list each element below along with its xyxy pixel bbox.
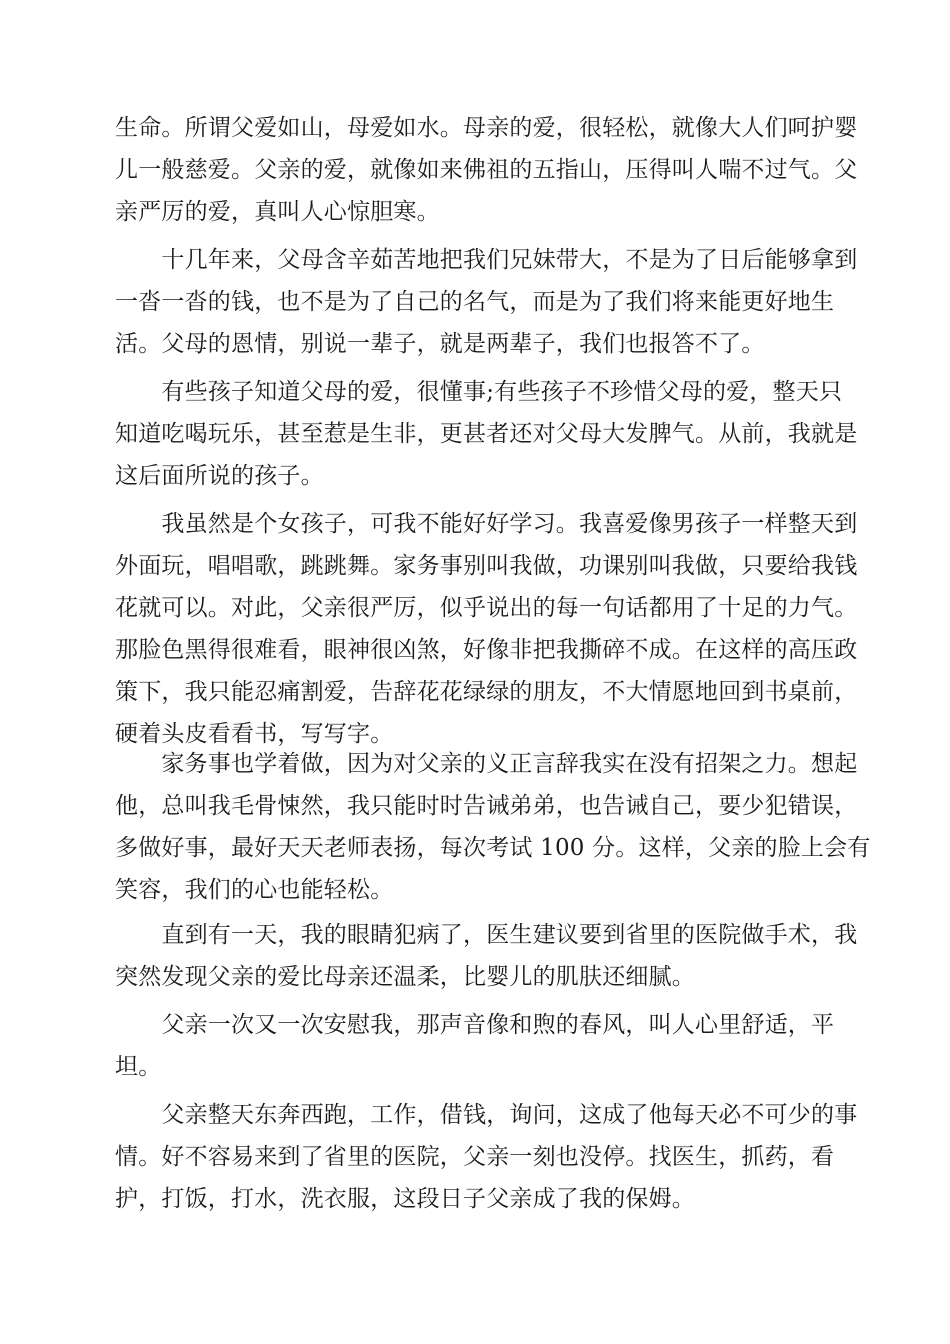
text-line: 外面玩，唱唱歌，跳跳舞。家务事别叫我做，功课别叫我做，只要给我钱 xyxy=(115,553,858,579)
text-line: 活。父母的恩情，别说一辈子，就是两辈子，我们也报答不了。 xyxy=(115,331,765,357)
text-line: 他，总叫我毛骨悚然，我只能时时告诫弟弟，也告诫自己，要少犯错误， xyxy=(115,793,858,819)
text-line: 笑容，我们的心也能轻松。 xyxy=(115,877,394,903)
text-line: 父亲整天东奔西跑，工作，借钱，询问，这成了他每天必不可少的事 xyxy=(115,1102,858,1128)
text-line: 生命。所谓父爱如山，母爱如水。母亲的爱，很轻松，就像大人们呵护婴 xyxy=(115,115,858,141)
text-line: 直到有一天，我的眼睛犯病了，医生建议要到省里的医院做手术，我 xyxy=(115,922,858,948)
paragraph-2 xyxy=(115,239,858,365)
paragraph-3 xyxy=(115,371,858,497)
text-line: 有些孩子知道父母的爱，很懂事;有些孩子不珍惜父母的爱，整天只 xyxy=(115,379,843,405)
text-line: 那脸色黑得很难看，眼神很凶煞，好像非把我撕碎不成。在这样的高压政 xyxy=(115,637,858,663)
paragraph-1 xyxy=(115,107,858,233)
text-line: 策下，我只能忍痛割爱，告辞花花绿绿的朋友，不大情愿地回到书桌前， xyxy=(115,679,858,705)
text-line: 知道吃喝玩乐，甚至惹是生非，更甚者还对父母大发脾气。从前，我就是 xyxy=(115,421,858,447)
text-line: 坦。 xyxy=(115,1054,162,1080)
text-line: 父亲一次又一次安慰我，那声音像和煦的春风，叫人心里舒适，平 xyxy=(115,1012,835,1038)
paragraph-4 xyxy=(115,503,858,755)
paragraph-7 xyxy=(115,1004,835,1088)
paragraph-8 xyxy=(115,1094,858,1220)
text-line: 情。好不容易来到了省里的医院，父亲一刻也没停。找医生，抓药，看 xyxy=(115,1144,835,1170)
text-line: 硬着头皮看看书，写写字。 xyxy=(115,721,394,747)
paragraph-6 xyxy=(115,914,858,998)
paragraph-5 xyxy=(115,743,871,911)
text-line: 亲严厉的爱，真叫人心惊胆寒。 xyxy=(115,199,440,225)
text-line: 护，打饭，打水，洗衣服，这段日子父亲成了我的保姆。 xyxy=(115,1186,695,1212)
text-line: 花就可以。对此，父亲很严厉，似乎说出的每一句话都用了十足的力气。 xyxy=(115,595,858,621)
text-line: 我虽然是个女孩子，可我不能好好学习。我喜爱像男孩子一样整天到 xyxy=(115,511,858,537)
text-line: 突然发现父亲的爱比母亲还温柔，比婴儿的肌肤还细腻。 xyxy=(115,964,695,990)
text-line: 儿一般慈爱。父亲的爱，就像如来佛祖的五指山，压得叫人喘不过气。父 xyxy=(115,157,858,183)
text-line: 十几年来，父母含辛茹苦地把我们兄妹带大，不是为了日后能够拿到 xyxy=(115,247,858,273)
text-line: 家务事也学着做，因为对父亲的义正言辞我实在没有招架之力。想起 xyxy=(115,751,858,777)
text-line: 多做好事，最好天天老师表扬，每次考试 100 分。这样，父亲的脸上会有 xyxy=(115,835,871,861)
text-line: 这后面所说的孩子。 xyxy=(115,463,324,489)
text-line: 一沓一沓的钱，也不是为了自己的名气，而是为了我们将来能更好地生 xyxy=(115,289,835,315)
